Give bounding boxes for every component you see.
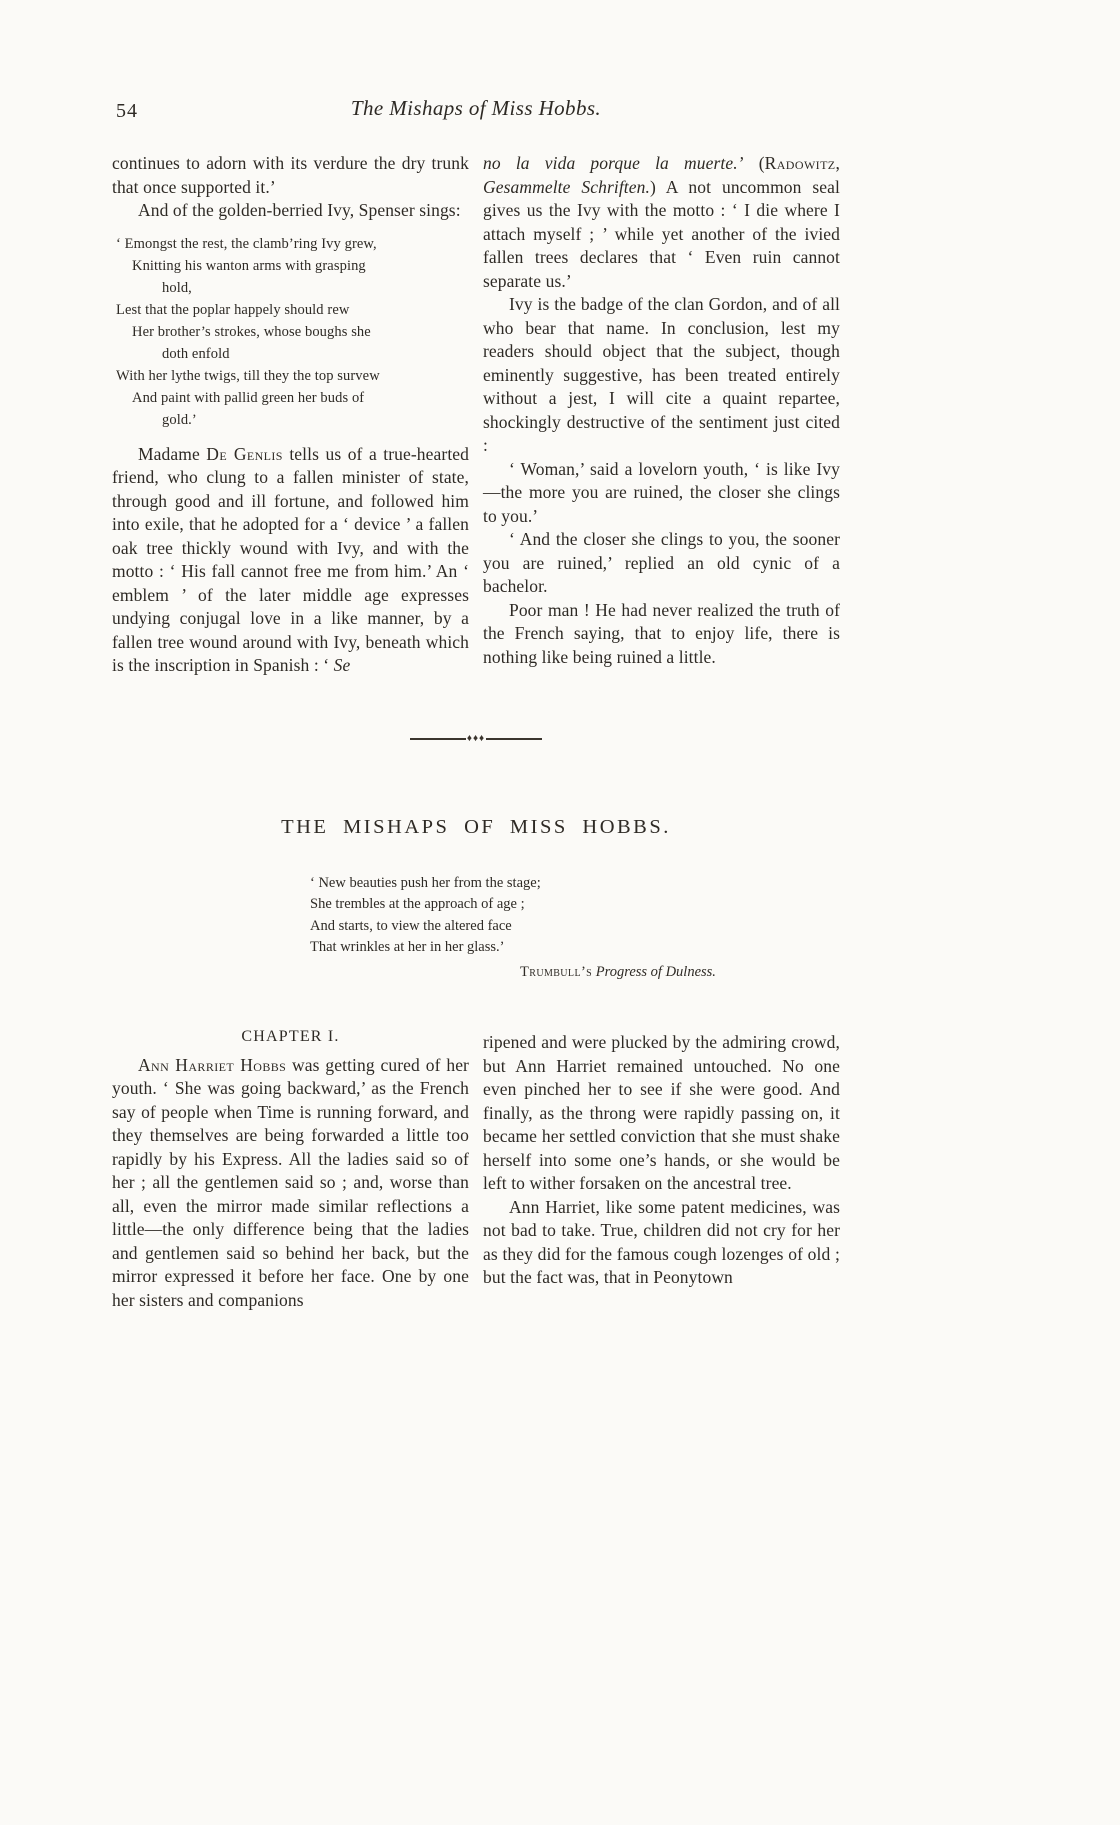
paragraph: Ann Harriet Hobbs was getting cured of her youth. ‘ She was going backward,’ as the French say of people when Time is running forward, and they themselves are being forwarded a little too rapidly by his Express. All the ladies said so of her ; all the gentlemen said so ; and, worse than all, even the mirror made similar reflections a little—the only difference being that the ladies and gentlemen said so behind her back, but the mirror expressed it before her face. One by one her sisters and companions	[112, 1054, 469, 1310]
paragraph: ripened and were plucked by the admiring crowd, but Ann Harriet remained untouched. No one even pinched her to see if she were good. And finally, as the throng were rapidly passing on, it became her settled conviction that she must shake herself into some one’s hands, or she would be left to wither forsaken on the ancestral tree.	[483, 1032, 840, 1193]
paragraph: no la vida porque la muerte.’ (Radowitz, Gesammelte Schriften.) A not uncommon seal gives us the Ivy with the motto : ‘ I die where I attach myself ; ’ while yet another of the ivied fallen trees declares that ‘ Even ruin cannot separate us.’	[483, 153, 841, 291]
article-title: THE MISHAPS OF MISS HOBBS.	[281, 815, 671, 838]
page-content	[112, 96, 840, 1312]
poem-line: doth enfold	[162, 345, 230, 362]
poem-line: ‘ Emongst the rest, the clamb’ring Ivy grew,	[116, 235, 377, 252]
chapter-one-section	[112, 1025, 840, 1312]
page-number: 54	[116, 100, 138, 122]
epigraph	[310, 873, 840, 984]
paragraph: And of the golden-berried Ivy, Spenser sings:	[138, 200, 461, 220]
left-column	[112, 152, 469, 678]
page-header	[112, 96, 840, 128]
left-column	[112, 1025, 469, 1312]
poem-line: With her lythe twigs, till they the top survew	[116, 367, 380, 384]
epigraph-line: ‘ New beauties push her from the stage;	[310, 874, 541, 891]
poem-line: Knitting his wanton arms with grasping	[132, 257, 366, 274]
paragraph: continues to adorn with its verdure the dry trunk that once supported it.’	[112, 153, 469, 197]
spenser-poem	[116, 233, 469, 431]
epigraph-line: She trembles at the approach of age ;	[310, 896, 525, 912]
paragraph: Poor man ! He had never realized the truth of the French saying, that to enjoy life, there is nothing like being ruined a little.	[483, 599, 840, 667]
paragraph: Madame De Genlis tells us of a true-hearted friend, who clung to a fallen minister of state, through good and ill fortune, and followed him into exile, that he adopted for a ‘ device ’ a fallen oak tree thickly wound with Ivy, and with the motto : ‘ His fall cannot free me from him.’ An ‘ emblem ’ of the later middle age expresses undying conjugal love in a like manner, by a fallen tree wound around with Ivy, beneath which is the inscription in Spanish : ‘ Se	[112, 443, 470, 675]
paragraph: ‘ And the closer she clings to you, the sooner you are ruined,’ replied an old cynic of a bachelor.	[483, 529, 840, 596]
poem-line: And paint with pallid green her buds of	[132, 389, 365, 406]
divider-rule-right	[486, 738, 542, 740]
epigraph-line: That wrinkles at her in her glass.’	[310, 939, 505, 955]
poem-line: Lest that the poplar happely should rew	[116, 301, 350, 318]
paragraph: ‘ Woman,’ said a lovelorn youth, ‘ is like Ivy—the more you are ruined, the closer she clings to you.’	[483, 458, 840, 526]
paragraph: Ivy is the badge of the clan Gordon, and of all who bear that name. In conclusion, lest my readers should object that the subject, though eminently suggestive, has been treated entirely without a jest, I will cite a quaint repartee, shockingly destructive of the sentiment just cited :	[483, 294, 840, 455]
epigraph-line: And starts, to view the altered face	[310, 917, 512, 934]
poem-line: Her brother’s strokes, whose boughs she	[132, 323, 371, 340]
chapter-heading: CHAPTER I.	[241, 1028, 340, 1045]
poem-line: hold,	[162, 279, 192, 296]
right-column	[483, 152, 840, 678]
poem-line: gold.’	[162, 411, 197, 428]
epigraph-attribution: Trumbull’s Progress of Dulness.	[520, 963, 716, 980]
right-column	[483, 1025, 840, 1312]
section-divider	[112, 734, 840, 744]
divider-rule-left	[410, 738, 466, 740]
divider-ornament-icon: ♦♦♦	[466, 732, 486, 744]
running-title: The Mishaps of Miss Hobbs.	[350, 96, 602, 120]
ivy-article-continuation	[112, 152, 840, 678]
paragraph: Ann Harriet, like some patent medicines, was not bad to take. True, children did not cry for her as they did for the famous cough lozenges of old ; but the fact was, that in Peonytown	[483, 1196, 840, 1287]
